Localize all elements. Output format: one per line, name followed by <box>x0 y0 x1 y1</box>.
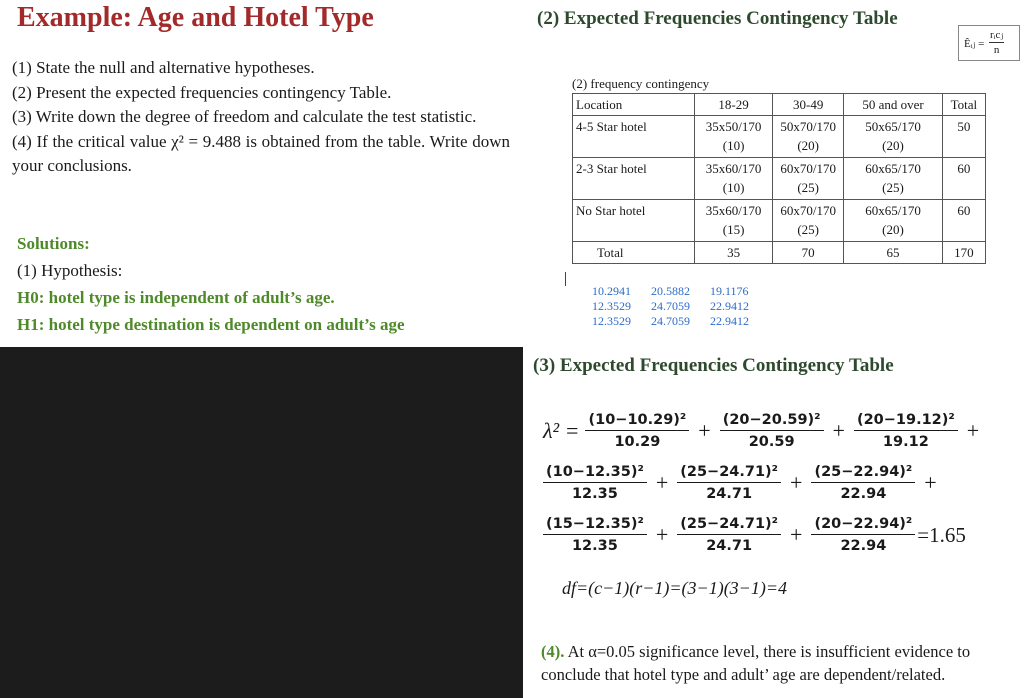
header-location: Location <box>573 94 695 116</box>
task-3: (3) Write down the degree of freedom and calculate the test statistic. <box>12 107 477 126</box>
cell-observed: (10) <box>722 138 745 153</box>
chi-term <box>543 464 647 502</box>
plus-sign: + <box>698 418 711 443</box>
task-4: (4) If the critical value χ² = 9.488 is obtained from the table. Write down your conclusions. <box>12 131 510 175</box>
degrees-of-freedom <box>562 578 787 599</box>
df-text: df=(c−1)(r−1)=(3−1)(3−1)=4 <box>562 578 787 598</box>
alternative-hypothesis: H1: hotel type destination is dependent on adult’s age <box>17 315 405 334</box>
chi-square-equation <box>543 405 1013 561</box>
term-numerator: (10−12.35)² <box>543 464 647 483</box>
cell-observed: (20) <box>797 138 819 153</box>
chi-square-lhs: λ² = <box>543 418 580 443</box>
term-denominator: 22.94 <box>840 538 887 554</box>
plus-sign: + <box>655 522 669 547</box>
cell-calc: 60x65/170 <box>865 203 921 218</box>
term-denominator: 22.94 <box>840 486 887 502</box>
term-denominator: 10.29 <box>614 434 661 450</box>
term-numerator: (20−19.12)² <box>854 412 958 431</box>
cell-observed: (20) <box>882 222 904 237</box>
cell-calc: 60x70/170 <box>780 203 836 218</box>
row-label: No Star hotel <box>573 200 695 242</box>
expected-row <box>592 314 769 329</box>
row-total: 60 <box>942 200 985 242</box>
term-numerator: (20−22.94)² <box>811 516 915 535</box>
term-denominator: 12.35 <box>571 486 618 502</box>
expected-value: 12.3529 <box>592 299 631 313</box>
table-cell <box>844 200 942 242</box>
row-total: 60 <box>942 158 985 200</box>
task-2: (2) Present the expected frequencies contingency Table. <box>12 82 392 102</box>
term-numerator: (25−24.71)² <box>677 464 781 483</box>
table-caption: (2) frequency contingency <box>572 76 710 91</box>
term-denominator: 20.59 <box>748 434 795 450</box>
text-cursor <box>565 272 566 286</box>
chi-term <box>585 412 689 450</box>
expected-value: 24.7059 <box>651 299 690 313</box>
term-numerator: (20−20.59)² <box>720 412 824 431</box>
plus-sign: + <box>832 418 845 443</box>
solutions-heading: Solutions: <box>17 234 90 253</box>
totals-label: Total <box>573 242 695 264</box>
table-totals-row <box>573 242 986 264</box>
row-label: 4-5 Star hotel <box>573 116 695 158</box>
term-numerator: (15−12.35)² <box>543 516 647 535</box>
plus-sign: + <box>790 522 803 547</box>
total-50-over: 65 <box>844 242 942 264</box>
expected-row <box>592 299 769 314</box>
cell-calc: 50x65/170 <box>865 119 921 134</box>
cell-observed: (15) <box>722 222 745 237</box>
header-18-29: 18-29 <box>695 94 773 116</box>
table-cell <box>772 200 843 242</box>
cell-calc: 35x60/170 <box>705 161 762 176</box>
formula-lhs: Êᵢⱼ = <box>964 38 985 50</box>
equation-row <box>543 457 1013 509</box>
chi-term <box>811 464 915 502</box>
cell-observed: (10) <box>722 180 745 195</box>
table-cell <box>844 116 942 158</box>
cell-observed: (25) <box>882 180 904 195</box>
chi-term <box>811 516 915 554</box>
header-50-over: 50 and over <box>844 94 942 116</box>
term-denominator: 24.71 <box>706 486 753 502</box>
table-cell <box>695 200 773 242</box>
task-1: (1) State the null and alternative hypotheses. <box>12 58 315 77</box>
expected-table-heading: (2) Expected Frequencies Contingency Table <box>537 8 898 29</box>
term-denominator: 24.71 <box>706 538 753 554</box>
table-row <box>573 200 986 242</box>
equation-row <box>543 405 1013 457</box>
plus-sign: + <box>966 418 980 443</box>
frequency-table <box>572 93 986 264</box>
cell-observed: (20) <box>882 138 904 153</box>
conclusion <box>541 641 1017 686</box>
expected-value: 10.2941 <box>592 284 631 298</box>
expected-value: 19.1176 <box>710 284 749 298</box>
plus-sign: + <box>924 470 937 495</box>
chi-term <box>677 464 781 502</box>
formula-numerator: rᵢcⱼ <box>990 29 1004 41</box>
expected-values-block <box>592 284 769 329</box>
plus-sign: + <box>790 470 803 495</box>
table-cell <box>695 116 773 158</box>
equation-row <box>543 509 1013 561</box>
cell-calc: 35x50/170 <box>705 119 762 134</box>
expected-formula-box <box>958 25 1020 61</box>
formula-denominator: n <box>993 44 1000 56</box>
header-30-49: 30-49 <box>772 94 843 116</box>
term-denominator: 12.35 <box>571 538 618 554</box>
cell-calc: 50x70/170 <box>780 119 836 134</box>
header-total: Total <box>942 94 985 116</box>
task-list <box>12 56 510 179</box>
chi-term <box>677 516 781 554</box>
plus-sign: + <box>655 470 669 495</box>
conclusion-text: At α=0.05 significance level, there is insufficient evidence to conclude that hotel type and adult’ age are dependent/related. <box>541 642 971 684</box>
expected-value: 22.9412 <box>710 314 749 328</box>
chi-term <box>720 412 824 450</box>
expected-value: 22.9412 <box>710 299 749 313</box>
total-30-49: 70 <box>772 242 843 264</box>
grand-total: 170 <box>942 242 985 264</box>
term-numerator: (25−22.94)² <box>811 464 915 483</box>
hypothesis-label: (1) Hypothesis: <box>17 261 123 280</box>
table-header-row <box>573 94 986 116</box>
chi-term <box>543 516 647 554</box>
expected-value: 20.5882 <box>651 284 690 298</box>
table-cell <box>844 158 942 200</box>
chi-square-result: =1.65 <box>917 522 966 547</box>
cell-observed: (25) <box>797 180 819 195</box>
cell-observed: (25) <box>797 222 819 237</box>
formula-fraction <box>989 29 1004 57</box>
table-cell <box>695 158 773 200</box>
null-hypothesis: H0: hotel type is independent of adult’s age. <box>17 288 335 307</box>
total-18-29: 35 <box>695 242 773 264</box>
table-row <box>573 158 986 200</box>
slide-title: Example: Age and Hotel Type <box>17 2 374 33</box>
expected-value: 24.7059 <box>651 314 690 328</box>
term-numerator: (25−24.71)² <box>677 516 781 535</box>
term-numerator: (10−10.29)² <box>585 412 689 431</box>
table-cell <box>772 116 843 158</box>
cell-calc: 60x70/170 <box>780 161 836 176</box>
table-row <box>573 116 986 158</box>
cell-calc: 60x65/170 <box>865 161 921 176</box>
table-cell <box>772 158 843 200</box>
term-denominator: 19.12 <box>882 434 929 450</box>
row-total: 50 <box>942 116 985 158</box>
conclusion-number: (4). <box>541 642 565 661</box>
chi-square-heading: (3) Expected Frequencies Contingency Table <box>533 355 894 376</box>
expected-value: 12.3529 <box>592 314 631 328</box>
chi-term <box>854 412 958 450</box>
dark-panel <box>0 347 523 698</box>
row-label: 2-3 Star hotel <box>573 158 695 200</box>
expected-row <box>592 284 769 299</box>
cell-calc: 35x60/170 <box>705 203 762 218</box>
